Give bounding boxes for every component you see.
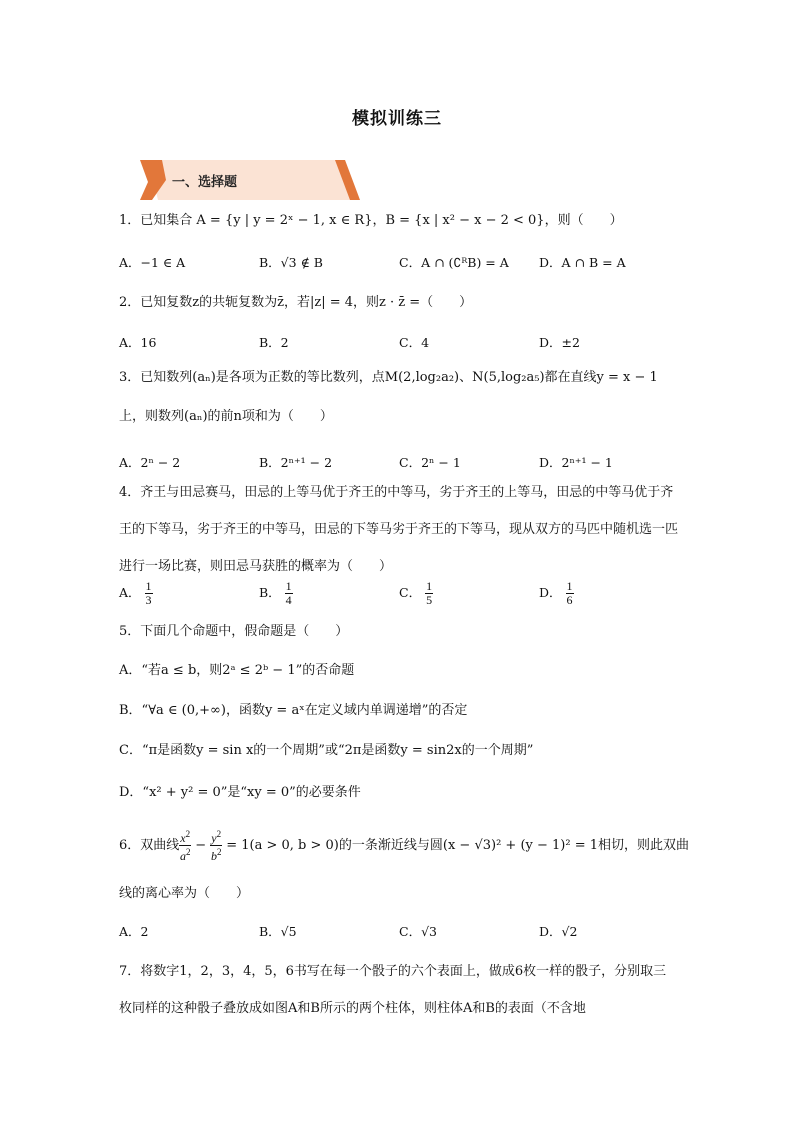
q4-option-c-prefix: C． — [399, 585, 422, 600]
q4-option-a-numerator: 1 — [145, 579, 152, 593]
q6-option-b: B．√5 — [259, 924, 297, 939]
q2-option-a: A．16 — [119, 335, 157, 350]
question-3-stem-line1: 3．已知数列(aₙ)是各项为正数的等比数列，点M(2,log₂a₂)、N(5,log₂a₅)都在直线y = x − 1 — [119, 370, 658, 385]
q1-option-b: B．√3 ∉ B — [259, 255, 323, 270]
q4-option-d-fraction — [566, 580, 574, 607]
question-3-stem-line2: 上，则数列(aₙ)的前n项和为（ ） — [119, 409, 333, 424]
q4-option-d-denominator: 6 — [566, 593, 573, 607]
q5-option-b: B．“∀a ∈ (0,+∞)，函数y = aˣ在定义域内单调递增”的否定 — [119, 703, 468, 718]
question-7-stem: 7．将数字1，2，3，4，5，6书写在每一个骰子的六个表面上，做成6枚一样的骰子，分别取三枚同样的这种骰子叠放成如图A和B所示的两个柱体，则柱体A和B的表面（不含地 — [119, 964, 667, 1016]
q2-option-d: D．±2 — [539, 335, 580, 350]
question-6-stem-line2: 线的离心率为（ ） — [119, 886, 250, 901]
q1-option-a: A．−1 ∈ A — [119, 255, 186, 270]
q3-option-d: D．2ⁿ⁺¹ − 1 — [539, 455, 613, 470]
question-5-stem: 5．下面几个命题中，假命题是（ ） — [119, 624, 349, 639]
q5-option-a: A．“若a ≤ b，则2ᵃ ≤ 2ᵇ − 1”的否命题 — [119, 663, 355, 678]
q4-option-b — [259, 580, 293, 607]
question-6-stem-line1: 6．双曲线 $\frac{x^2}{a^2}$ − $\frac{y^2}{b^2}$ = 1(a > 0, b > 0)的一条渐近线与圆(x − √3)² + (y − 1)² = 1相切，则此双曲 — [119, 829, 689, 863]
q4-option-a-denominator: 3 — [145, 593, 152, 607]
q6-stem-prefix: 6．双曲线 — [119, 838, 180, 853]
q4-option-d-prefix: D． — [539, 585, 562, 600]
q1-option-d: D．A ∩ B = A — [539, 255, 626, 270]
q5-option-c: C．“π是函数y = sin x的一个周期”或“2π是函数y = sin2x的一个周期” — [119, 743, 534, 758]
q4-option-b-fraction — [285, 580, 293, 607]
q4-option-c — [399, 580, 433, 607]
q6-stem-rest: = 1(a > 0, b > 0)的一条渐近线与圆(x − √3)² + (y − 1)² = 1相切，则此双曲 — [226, 838, 689, 853]
q3-option-b: B．2ⁿ⁺¹ − 2 — [259, 455, 333, 470]
q4-option-a-fraction — [145, 580, 153, 607]
q3-option-c: C．2ⁿ − 1 — [399, 455, 461, 470]
question-2-stem: 2．已知复数z的共轭复数为z̄，若|z| = 4，则z · z̄ =（ ） — [119, 295, 473, 310]
q4-option-b-numerator: 1 — [285, 579, 292, 593]
q5-option-d: D．“x² + y² = 0”是“xy = 0”的必要条件 — [119, 785, 361, 800]
question-1-stem: 1．已知集合 A = {y | y = 2ˣ − 1, x ∈ R}，B = {x | x² − x − 2 < 0}，则（ ） — [119, 213, 623, 228]
q4-option-c-denominator: 5 — [426, 593, 433, 607]
q4-option-c-fraction — [425, 580, 433, 607]
q4-option-d — [539, 580, 574, 607]
q3-option-a: A．2ⁿ − 2 — [119, 455, 181, 470]
q6-option-c: C．√3 — [399, 924, 437, 939]
q4-option-c-numerator: 1 — [426, 579, 433, 593]
q6-option-d: D．√2 — [539, 924, 578, 939]
q4-option-a — [119, 580, 153, 607]
page-title: 模拟训练三 — [352, 109, 442, 129]
section-label: 一、选择题 — [172, 175, 238, 190]
q2-option-c: C．4 — [399, 335, 430, 350]
q4-option-b-prefix: B． — [259, 585, 281, 600]
q4-option-b-denominator: 4 — [285, 593, 292, 607]
q6-fraction-x: $\frac{x^2}{a^2}$ — [179, 829, 191, 863]
q1-option-c: C．A ∩ (∁ᴿB) = A — [399, 255, 509, 270]
q2-option-b: B．2 — [259, 335, 289, 350]
q4-option-d-numerator: 1 — [566, 579, 573, 593]
q6-fraction-y: $\frac{y^2}{b^2}$ — [210, 829, 222, 863]
question-4-stem: 4．齐王与田忌赛马，田忌的上等马优于齐王的中等马，劣于齐王的上等马，田忌的中等马优于齐王的下等马，劣于齐王的中等马，田忌的下等马劣于齐王的下等马，现从双方的马匹中随机选一匹进行一场比赛，则田忌马获胜的概率为（ ） — [119, 485, 679, 574]
q6-option-a: A．2 — [119, 924, 149, 939]
q4-option-a-prefix: A． — [119, 585, 141, 600]
